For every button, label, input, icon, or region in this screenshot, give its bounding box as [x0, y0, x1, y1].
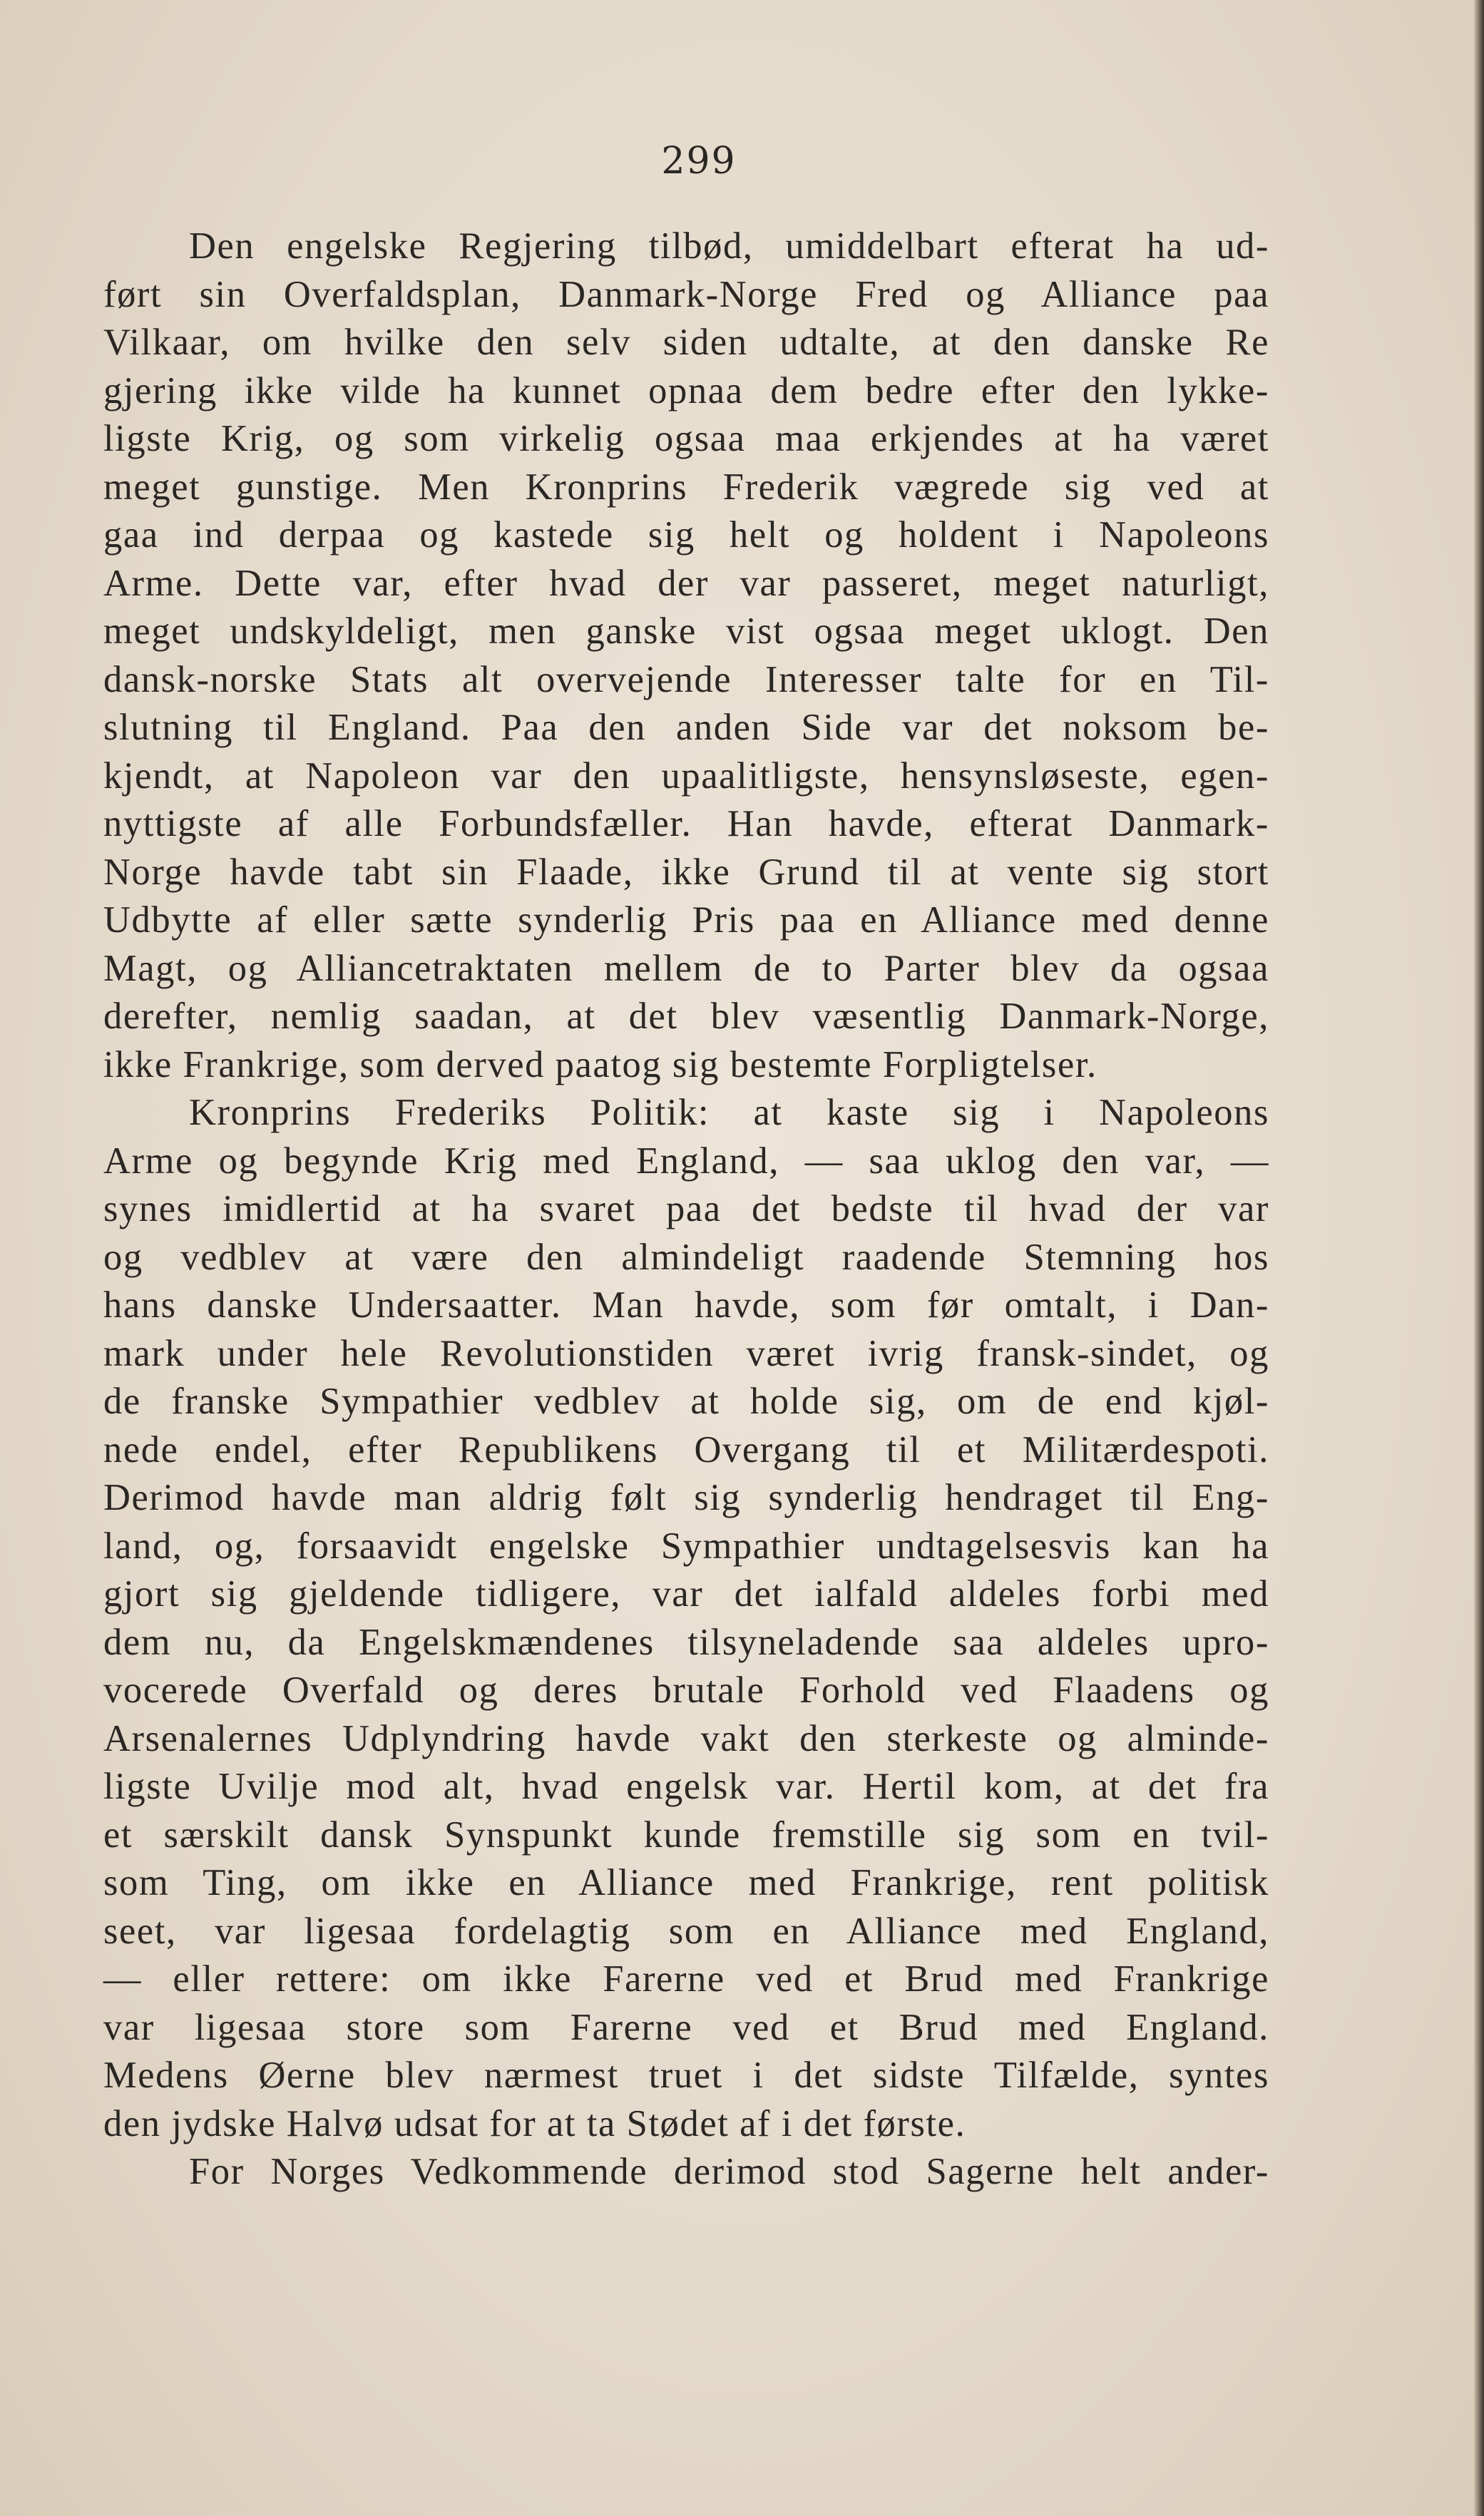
text-line: de franske Sympathier vedblev at holde sig, om de end kjøl- [103, 1381, 1269, 1422]
text-line: gjering ikke vilde ha kunnet opnaa dem bedre efter den lykke- [103, 369, 1269, 411]
text-line: Arsenalernes Udplyndring havde vakt den sterkeste og alminde- [103, 1717, 1269, 1759]
text-line: Magt, og Alliancetraktaten mellem de to Parter blev da ogsaa [103, 947, 1269, 989]
text-line: Norge havde tabt sin Flaade, ikke Grund til at vente sig stort [103, 851, 1269, 893]
text-line: seet, var ligesaa fordelagtig som en Alliance med England, [103, 1910, 1269, 1952]
text-line: Vilkaar, om hvilke den selv siden udtalte, at den danske Re [103, 322, 1269, 363]
text-line: dansk-norske Stats alt overvejende Interesser talte for en Til- [103, 658, 1269, 700]
text-line: og vedblev at være den almindeligt raadende Stemning hos [103, 1236, 1269, 1278]
text-line: mark under hele Revolutionstiden været ivrig fransk-sindet, og [103, 1332, 1269, 1374]
text-line: vocerede Overfald og deres brutale Forhold ved Flaadens og [103, 1669, 1269, 1711]
text-line: Kronprins Frederiks Politik: at kaste sig i Napoleons [189, 1092, 1269, 1133]
text-line: derefter, nemlig saadan, at det blev væsentlig Danmark-Norge, [103, 996, 1269, 1037]
text-line: gaa ind derpaa og kastede sig helt og holdent i Napoleons [103, 514, 1269, 556]
text-line: nyttigste af alle Forbundsfæller. Han havde, efterat Danmark- [103, 803, 1269, 844]
text-line: synes imidlertid at ha svaret paa det bedste til hvad der var [103, 1188, 1269, 1229]
text-line: — eller rettere: om ikke Farerne ved et Brud med Frankrige [103, 1958, 1269, 2000]
page-edge-shadow [1474, 0, 1484, 2516]
text-line: Udbytte af eller sætte synderlig Pris paa en Alliance med denne [103, 899, 1269, 941]
text-line: den jydske Halvø udsat for at ta Stødet af i det første. [103, 2102, 966, 2144]
text-line: et særskilt dansk Synspunkt kunde fremstille sig som en tvil- [103, 1814, 1269, 1856]
text-line: ført sin Overfaldsplan, Danmark-Norge Fred og Alliance paa [103, 273, 1269, 315]
text-line: meget undskyldeligt, men ganske vist ogsaa meget uklogt. Den [103, 610, 1269, 652]
text-line: hans danske Undersaatter. Man havde, som før omtalt, i Dan- [103, 1284, 1269, 1326]
text-line: som Ting, om ikke en Alliance med Frankrige, rent politisk [103, 1862, 1269, 1903]
text-line: land, og, forsaavidt engelske Sympathier undtagelsesvis kan ha [103, 1525, 1269, 1567]
text-line: var ligesaa store som Farerne ved et Brud med England. [103, 2006, 1269, 2048]
text-line: Arme. Dette var, efter hvad der var passeret, meget naturligt, [103, 562, 1269, 604]
text-line: dem nu, da Engelskmændenes tilsyneladende saa aldeles upro- [103, 1621, 1269, 1663]
text-line: ikke Frankrige, som derved paatog sig bestemte Forpligtelser. [103, 1043, 1097, 1085]
text-line: kjendt, at Napoleon var den upaalitligste, hensynsløseste, egen- [103, 755, 1269, 797]
text-line: nede endel, efter Republikens Overgang til et Militærdespoti. [103, 1428, 1269, 1471]
body-text [103, 223, 1269, 2197]
text-line: Medens Øerne blev nærmest truet i det sidste Tilfælde, syntes [103, 2055, 1269, 2096]
text-line: meget gunstige. Men Kronprins Frederik vægrede sig ved at [103, 466, 1269, 508]
text-line: Den engelske Regjering tilbød, umiddelbart efterat ha ud- [189, 225, 1269, 267]
text-line: For Norges Vedkommende derimod stod Sagerne helt ander- [189, 2151, 1269, 2192]
text-line: gjort sig gjeldende tidligere, var det ialfald aldeles forbi med [103, 1573, 1269, 1615]
text-line: ligste Uvilje mod alt, hvad engelsk var. Hertil kom, at det fra [103, 1766, 1269, 1807]
page-number: 299 [661, 140, 737, 183]
text-line: Derimod havde man aldrig følt sig synderlig hendraget til Eng- [103, 1477, 1269, 1518]
text-line: ligste Krig, og som virkelig ogsaa maa erkjendes at ha været [103, 418, 1269, 459]
text-line: slutning til England. Paa den anden Side var det noksom be- [103, 707, 1269, 748]
text-line: Arme og begynde Krig med England, — saa uklog den var, — [103, 1140, 1269, 1182]
